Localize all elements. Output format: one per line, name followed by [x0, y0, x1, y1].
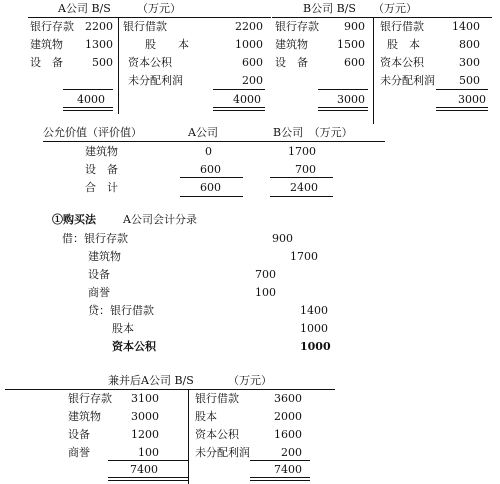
b-asset-label: 建筑物 — [275, 38, 308, 51]
fair-value-row-a: 0 — [205, 145, 212, 158]
fair-value-row-label: 设 备 — [85, 163, 118, 176]
a-claim-value: 200 — [242, 74, 263, 87]
b-claim-value: 1400 — [452, 20, 480, 33]
b-asset-value: 900 — [344, 20, 365, 33]
merged-asset-value: 100 — [138, 446, 159, 459]
fair-value-title: 公允价值（评价值） — [43, 126, 142, 139]
fair-value-row-b: 2400 — [290, 181, 318, 194]
merged-asset-label: 银行存款 — [68, 392, 112, 405]
t-account-center-line — [373, 17, 374, 124]
merged-assets-total: 7400 — [130, 463, 158, 476]
merged-asset-label: 设备 — [68, 428, 90, 441]
a-claim-label: 资本公积 — [128, 56, 172, 69]
journal-line-amount: 900 — [272, 232, 293, 245]
b-claim-value: 300 — [459, 56, 480, 69]
merged-bs-unit: （万元） — [228, 374, 272, 387]
fair-value-col-b: B公司 （万元） — [273, 126, 353, 139]
merged-claim-value: 1600 — [274, 428, 302, 441]
merged-claim-label: 未分配利润 — [195, 446, 250, 459]
merged-claim-label: 银行借款 — [195, 392, 239, 405]
a-bs-unit: （万元） — [137, 2, 181, 15]
merged-asset-value: 1200 — [131, 428, 159, 441]
b-claim-label: 银行借款 — [380, 20, 424, 33]
merged-bs-header: 兼并后A公司 B/S — [108, 374, 194, 387]
journal-line-text: 商誉 — [88, 286, 110, 299]
merged-asset-value: 3000 — [131, 410, 159, 423]
journal-line-text: 股本 — [112, 322, 134, 335]
fair-value-row-label: 合 计 — [85, 181, 118, 194]
journal-line-amount: 100 — [255, 286, 276, 299]
a-claim-value: 2200 — [235, 20, 263, 33]
a-bs-header: A公司 B/S — [58, 2, 111, 15]
merged-claim-value: 2000 — [274, 410, 302, 423]
b-claim-value: 500 — [459, 74, 480, 87]
b-claim-label: 资本公积 — [380, 56, 424, 69]
a-claim-label: 银行借款 — [123, 20, 167, 33]
a-assets-total: 4000 — [77, 93, 105, 106]
t-account-top-line — [272, 17, 492, 18]
fair-value-row-a: 600 — [200, 163, 221, 176]
table-top-line — [43, 141, 385, 142]
fair-value-row-b: 700 — [295, 163, 316, 176]
t-account-top-line — [28, 17, 271, 18]
journal-line-amount: 1000 — [300, 340, 331, 353]
b-claims-total: 3000 — [458, 93, 486, 106]
a-claim-label: 未分配利润 — [128, 74, 183, 87]
merged-claim-value: 200 — [281, 446, 302, 459]
journal-line-text: 借：银行存款 — [62, 232, 128, 245]
b-claim-value: 800 — [459, 38, 480, 51]
t-account-top-line — [5, 389, 335, 390]
a-claim-label: 股 本 — [145, 38, 189, 51]
merged-asset-value: 3100 — [131, 392, 159, 405]
journal-line-amount: 700 — [255, 268, 276, 281]
journal-line-amount: 1400 — [300, 304, 328, 317]
b-asset-label: 设 备 — [275, 56, 308, 69]
a-asset-value: 500 — [92, 56, 113, 69]
journal-line-text: 设备 — [88, 268, 110, 281]
journal-line-text: 贷：银行借款 — [88, 304, 154, 317]
b-claim-label: 未分配利润 — [380, 74, 435, 87]
b-asset-label: 银行存款 — [275, 20, 319, 33]
purchase-subtitle: A公司会计分录 — [123, 213, 197, 226]
b-asset-value: 600 — [344, 56, 365, 69]
a-asset-value: 1300 — [85, 38, 113, 51]
a-asset-label: 设 备 — [30, 56, 63, 69]
journal-line-amount: 1000 — [300, 322, 328, 335]
a-claim-value: 600 — [242, 56, 263, 69]
merged-claim-label: 资本公积 — [195, 428, 239, 441]
merged-claims-total: 7400 — [274, 463, 302, 476]
fair-value-row-b: 1700 — [288, 145, 316, 158]
t-account-center-line — [118, 17, 119, 114]
b-asset-value: 1500 — [337, 38, 365, 51]
a-claims-total: 4000 — [233, 93, 261, 106]
b-claim-label: 股 本 — [387, 38, 420, 51]
journal-line-text: 建筑物 — [88, 250, 121, 263]
t-account-center-line — [188, 389, 189, 484]
fair-value-col-a: A公司 — [188, 126, 218, 139]
b-bs-unit: （万元） — [373, 2, 417, 15]
merged-asset-label: 商誉 — [68, 446, 90, 459]
journal-line-text: 资本公积 — [112, 340, 156, 353]
a-asset-value: 2200 — [85, 20, 113, 33]
b-bs-header: B公司 B/S — [303, 2, 356, 15]
a-claim-value: 1000 — [235, 38, 263, 51]
merged-claim-value: 3600 — [274, 392, 302, 405]
a-asset-label: 银行存款 — [30, 20, 74, 33]
journal-line-amount: 1700 — [290, 250, 318, 263]
fair-value-row-label: 建筑物 — [85, 145, 118, 158]
fair-value-row-a: 600 — [200, 181, 221, 194]
b-assets-total: 3000 — [337, 93, 365, 106]
merged-asset-label: 建筑物 — [68, 410, 101, 423]
merged-claim-label: 股本 — [195, 410, 217, 423]
a-asset-label: 建筑物 — [30, 38, 63, 51]
purchase-title: ①购买法 — [52, 213, 96, 226]
